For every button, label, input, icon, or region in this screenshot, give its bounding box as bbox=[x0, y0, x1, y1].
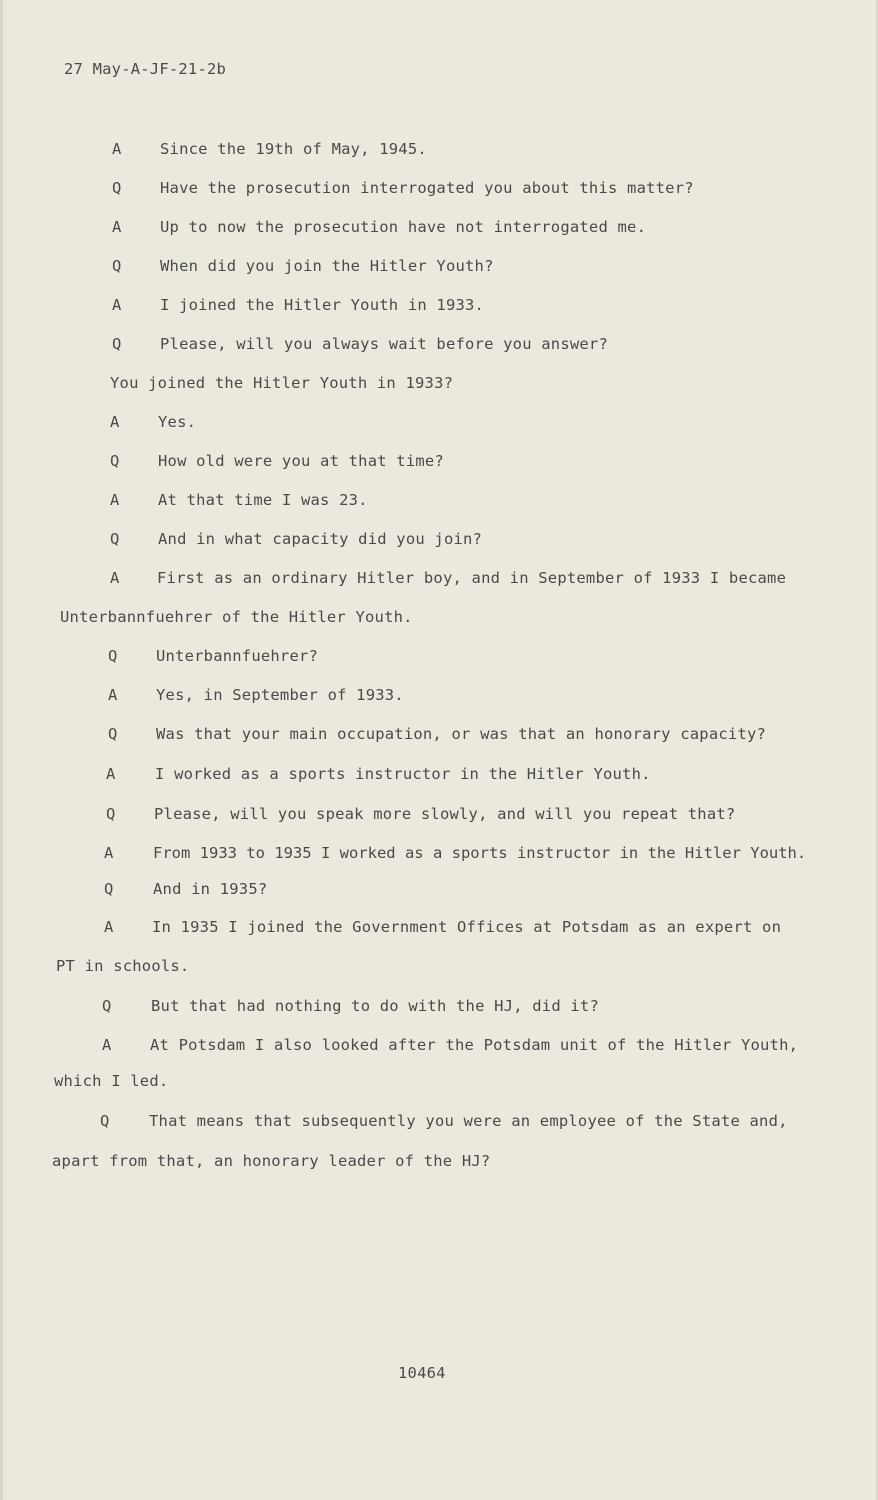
transcript-line: When did you join the Hitler Youth? bbox=[160, 257, 494, 275]
page-number: 10464 bbox=[398, 1364, 446, 1382]
transcript-line: Yes, in September of 1933. bbox=[156, 686, 404, 704]
transcript-line: How old were you at that time? bbox=[158, 452, 444, 470]
transcript-line: And in 1935? bbox=[153, 880, 268, 898]
speaker-label: Q bbox=[108, 647, 118, 665]
transcript-line: At that time I was 23. bbox=[158, 491, 368, 509]
transcript-line: apart from that, an honorary leader of the HJ? bbox=[52, 1152, 491, 1170]
transcript-line: Yes. bbox=[158, 413, 197, 431]
speaker-label: A bbox=[112, 296, 122, 314]
transcript-line: Unterbannfuehrer of the Hitler Youth. bbox=[60, 608, 413, 626]
transcript-line: Up to now the prosecution have not interrogated me. bbox=[160, 218, 647, 236]
transcript-line: PT in schools. bbox=[56, 957, 190, 975]
transcript-line: Unterbannfuehrer? bbox=[156, 647, 319, 665]
speaker-label: A bbox=[110, 491, 120, 509]
transcript-line: First as an ordinary Hitler boy, and in September of 1933 I became bbox=[157, 569, 787, 587]
speaker-label: Q bbox=[106, 805, 116, 823]
speaker-label: Q bbox=[112, 335, 122, 353]
speaker-label: A bbox=[112, 218, 122, 236]
speaker-label: Q bbox=[104, 880, 114, 898]
transcript-line: That means that subsequently you were an employee of the State and, bbox=[149, 1112, 788, 1130]
speaker-label: A bbox=[108, 686, 118, 704]
speaker-label: Q bbox=[112, 179, 122, 197]
transcript-line: I worked as a sports instructor in the Hitler Youth. bbox=[155, 765, 651, 783]
page-edge-left bbox=[0, 0, 3, 1500]
transcript-line: And in what capacity did you join? bbox=[158, 530, 483, 548]
transcript-line: You joined the Hitler Youth in 1933? bbox=[110, 374, 454, 392]
speaker-label: Q bbox=[110, 452, 120, 470]
speaker-label: Q bbox=[100, 1112, 110, 1130]
speaker-label: A bbox=[112, 140, 122, 158]
transcript-line: Please, will you always wait before you answer? bbox=[160, 335, 608, 353]
transcript-line: In 1935 I joined the Government Offices at Potsdam as an expert on bbox=[152, 918, 782, 936]
document-reference: 27 May-A-JF-21-2b bbox=[64, 60, 227, 78]
speaker-label: Q bbox=[108, 725, 118, 743]
speaker-label: A bbox=[104, 844, 114, 862]
transcript-line: But that had nothing to do with the HJ, did it? bbox=[151, 997, 599, 1015]
transcript-line: Have the prosecution interrogated you about this matter? bbox=[160, 179, 694, 197]
speaker-label: A bbox=[104, 918, 114, 936]
speaker-label: A bbox=[110, 413, 120, 431]
transcript-line: At Potsdam I also looked after the Potsdam unit of the Hitler Youth, bbox=[150, 1036, 799, 1054]
transcript-line: which I led. bbox=[54, 1072, 169, 1090]
transcript-line: From 1933 to 1935 I worked as a sports instructor in the Hitler Youth. bbox=[153, 844, 807, 862]
transcript-line: Since the 19th of May, 1945. bbox=[160, 140, 427, 158]
speaker-label: Q bbox=[112, 257, 122, 275]
transcript-line: I joined the Hitler Youth in 1933. bbox=[160, 296, 485, 314]
speaker-label: A bbox=[110, 569, 120, 587]
speaker-label: Q bbox=[102, 997, 112, 1015]
speaker-label: A bbox=[106, 765, 116, 783]
transcript-line: Was that your main occupation, or was that an honorary capacity? bbox=[156, 725, 767, 743]
transcript-line: Please, will you speak more slowly, and will you repeat that? bbox=[154, 805, 736, 823]
speaker-label: Q bbox=[110, 530, 120, 548]
speaker-label: A bbox=[102, 1036, 112, 1054]
